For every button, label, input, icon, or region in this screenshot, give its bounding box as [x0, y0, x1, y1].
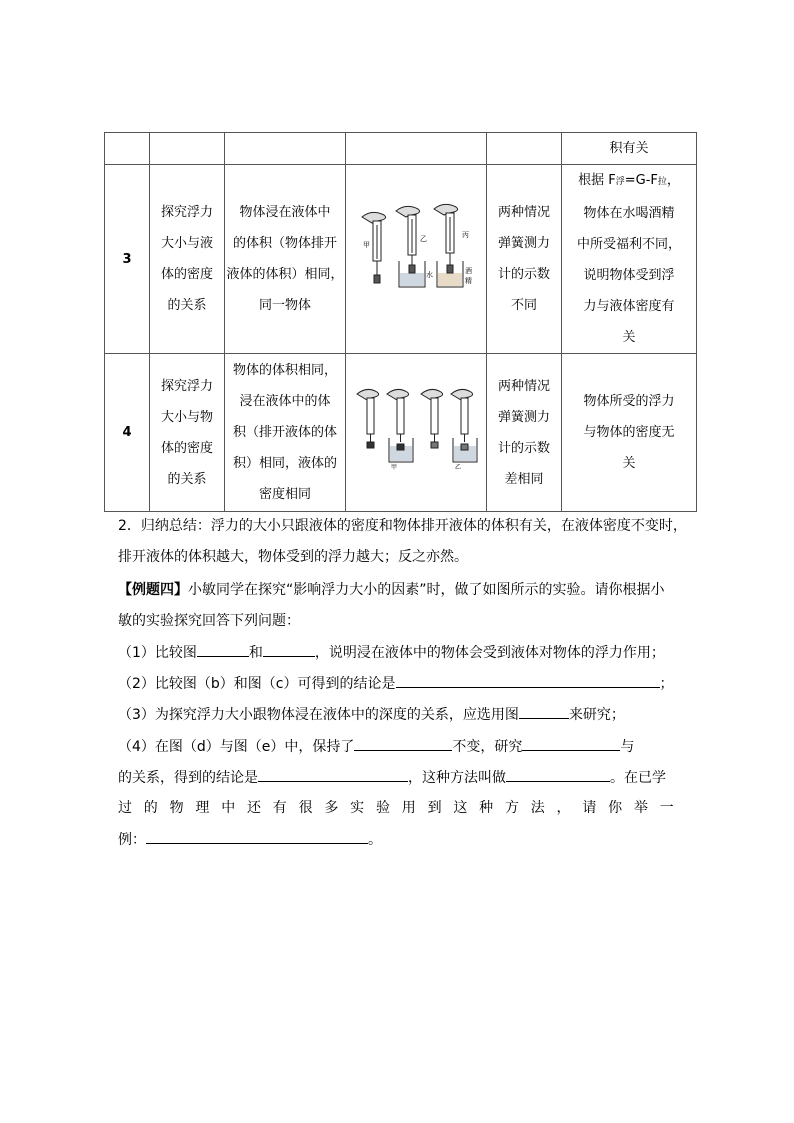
experiment-table [104, 132, 697, 512]
answer-blank[interactable] [522, 736, 620, 751]
table-row [105, 165, 697, 354]
conclusion-cell: 根据 F浮=G-F拉， 物体在水喝酒精 中所受福利不同， 说明物体受到浮 力与液体密度有 关 [562, 165, 697, 354]
table-row [105, 354, 697, 512]
label-alcohol-2: 精 [465, 277, 472, 285]
question-4-line-1: （4）在图（d）与图（e）中，保持了 不变，研究 与 [118, 736, 678, 757]
label-bing: 丙 [462, 231, 469, 239]
answer-blank[interactable] [197, 642, 249, 657]
phenomenon-cell: 两种情况 弹簧测力 计的示数 不同 [487, 165, 562, 354]
question-4-line-2: 的关系，得到的结论是 ，这种方法叫做 。在已学 [118, 767, 678, 788]
label-yi: 乙 [420, 235, 427, 243]
summary-line-1: 2．归纳总结：浮力的大小只跟液体的密度和物体排开液体的体积有关，在液体密度不变时， [118, 518, 687, 534]
table-row [105, 133, 697, 165]
question-1: （1）比较图 和 ，说明浸在液体中的物体会受到液体对物体的浮力作用； [118, 642, 678, 663]
figure-cell [346, 354, 487, 512]
row-number: 4 [105, 354, 150, 512]
conclusion-cell: 物体所受的浮力 与物体的密度无 关 [562, 354, 697, 512]
label-yi: 乙 [455, 463, 462, 470]
answer-blank[interactable] [396, 673, 660, 688]
spring-scale-figure-4 [351, 384, 481, 470]
label-jia: 甲 [391, 463, 398, 470]
condition-cell: 物体的体积相同， 浸在液体中的体 积（排开液体的体 积）相同，液体的 密度相同 [225, 354, 346, 512]
conclusion-cell: 积有关 [562, 133, 697, 165]
answer-blank[interactable] [263, 642, 315, 657]
label-water: 水 [426, 271, 433, 279]
answer-blank[interactable] [506, 767, 610, 782]
example-title: 【例题四】 [118, 582, 188, 598]
example-intro-line-1: 【例题四】小敏同学在探究“影响浮力大小的因素”时，做了如图所示的实验。请你根据小 [118, 582, 665, 598]
spring-scale-figure-3 [352, 203, 480, 303]
summary-line-2: 排开液体的体积越大，物体受到的浮力越大；反之亦然。 [118, 549, 468, 565]
question-2: （2）比较图（b）和图（c）可得到的结论是 ； [118, 673, 678, 694]
title-cell: 探究浮力 大小与物 体的密度 的关系 [150, 354, 225, 512]
answer-blank[interactable] [354, 736, 452, 751]
phenomenon-cell: 两种情况 弹簧测力 计的示数 差相同 [487, 354, 562, 512]
answer-blank[interactable] [519, 704, 569, 719]
row-number: 3 [105, 165, 150, 354]
label-alcohol-1: 酒 [465, 267, 472, 275]
answer-blank[interactable] [146, 829, 368, 844]
question-4-line-4: 例： 。 [118, 829, 678, 850]
figure-cell [346, 165, 487, 354]
example-intro-line-2: 敏的实验探究回答下列问题： [118, 613, 300, 629]
question-3: （3）为探究浮力大小跟物体浸在液体中的深度的关系，应选用图 来研究； [118, 704, 678, 725]
condition-cell: 物体浸在液体中 的体积（物体排开 液体的体积）相同， 同一物体 [225, 165, 346, 354]
answer-blank[interactable] [258, 767, 408, 782]
label-jia: 甲 [363, 241, 370, 249]
question-4-line-3: 过 的 物 理 中 还 有 很 多 实 验 用 到 这 种 方 法 ， 请 你 举 一 [118, 800, 674, 816]
title-cell: 探究浮力 大小与液 体的密度 的关系 [150, 165, 225, 354]
